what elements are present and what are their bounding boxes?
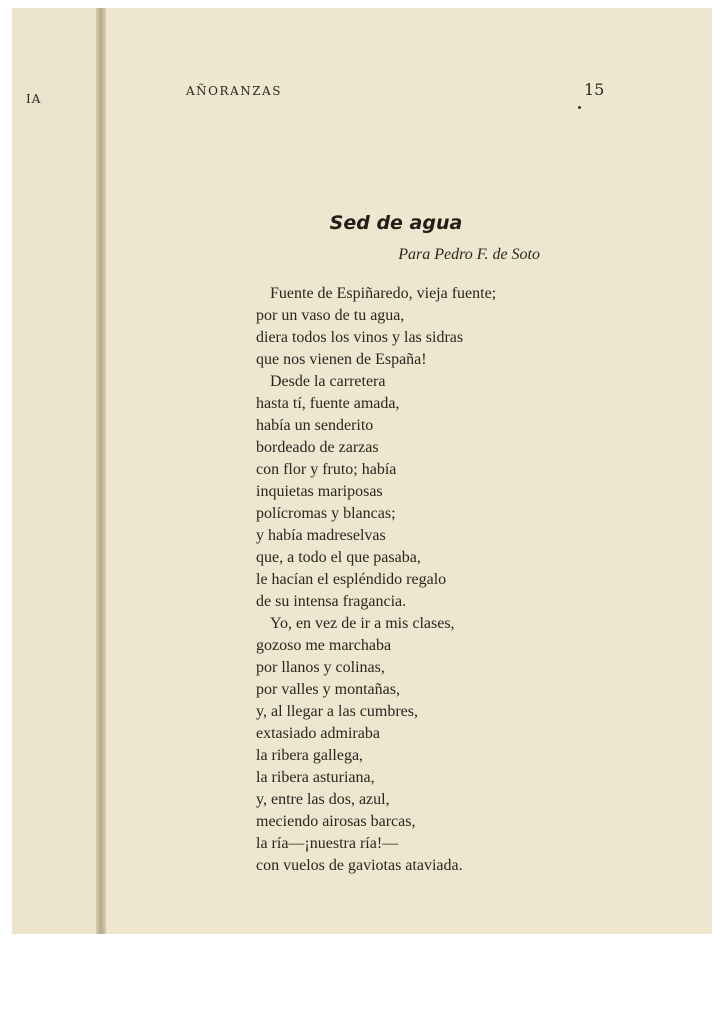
poem-line: Desde la carretera <box>270 373 386 390</box>
left-page <box>12 8 102 934</box>
poem-line: y, entre las dos, azul, <box>256 791 390 808</box>
left-page-header-fragment: IA <box>26 92 42 106</box>
running-head: AÑORANZAS <box>186 84 282 98</box>
poem-line: bordeado de zarzas <box>256 439 379 456</box>
poem-line: y había madreselvas <box>256 527 386 544</box>
poem-line: con flor y fruto; había <box>256 461 397 478</box>
poem-line: Yo, en vez de ir a mis clases, <box>270 615 455 632</box>
poem-line: le hacían el espléndido regalo <box>256 571 447 588</box>
ink-speck <box>578 106 581 109</box>
poem-dedication: Para Pedro F. de Soto <box>398 246 540 263</box>
poem-line: polícromas y blancas; <box>256 505 396 522</box>
poem-line: meciendo airosas barcas, <box>256 813 416 830</box>
poem-line: la ribera asturiana, <box>256 769 375 786</box>
poem-line: y, al llegar a las cumbres, <box>256 703 419 720</box>
page-number: 15 <box>584 80 605 99</box>
poem-line: inquietas mariposas <box>256 483 383 500</box>
poem-line: por llanos y colinas, <box>256 659 385 676</box>
poem-line: hasta tí, fuente amada, <box>256 395 400 412</box>
poem-title: Sed de agua <box>329 212 463 234</box>
poem-line: gozoso me marchaba <box>256 637 392 654</box>
poem-line: que, a todo el que pasaba, <box>256 549 421 566</box>
poem-line: la ría—¡nuestra ría!— <box>256 835 399 852</box>
poem-line: había un senderito <box>256 417 374 434</box>
poem-line: de su intensa fragancia. <box>256 593 407 610</box>
poem-line: diera todos los vinos y las sidras <box>256 329 464 346</box>
poem-line: Fuente de Espiñaredo, vieja fuente; <box>270 285 497 302</box>
poem-line: por un vaso de tu agua, <box>256 307 405 324</box>
poem-line: con vuelos de gaviotas ataviada. <box>256 857 463 874</box>
poem-line: por valles y montañas, <box>256 681 400 698</box>
poem-body <box>256 283 596 877</box>
poem-line: la ribera gallega, <box>256 747 364 764</box>
poem-line: extasiado admiraba <box>256 725 380 742</box>
poem-line: que nos vienen de España! <box>256 351 427 368</box>
